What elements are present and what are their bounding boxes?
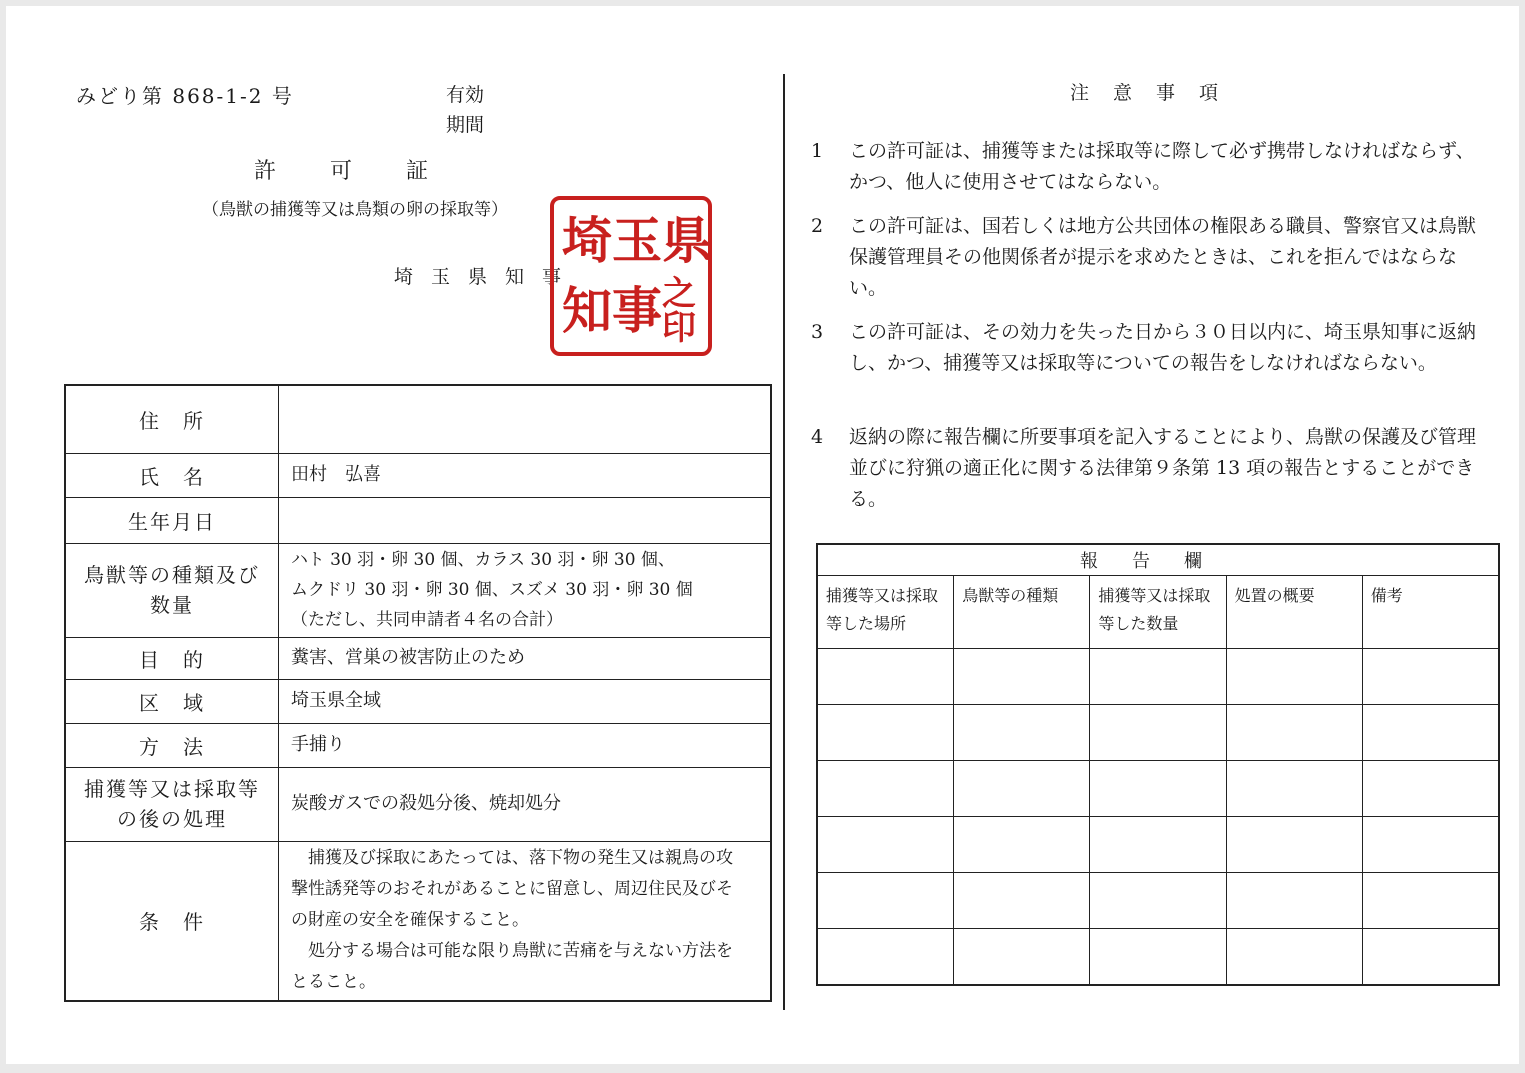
notes-title: 注意事項 [1070,82,1243,104]
report-cell[interactable] [1362,929,1499,986]
report-cell[interactable] [1090,761,1226,817]
conditions-line-5: とること。 [291,972,376,993]
report-cell[interactable] [1226,929,1362,986]
report-cell[interactable] [817,929,954,986]
seal-char: 事 [612,281,662,340]
note-text: この許可証は、捕獲等または採取等に際して必ず携帯しなければならず、かつ、他人に使用させてはならない。 [849,140,1475,193]
validity-label-1: 有効 [446,84,485,106]
report-col-species: 鳥獣等の種類 [954,576,1090,649]
label-species: 鳥獣等の種類及び数量 [65,543,279,637]
note-item [811,211,1491,304]
permit-number: みどり第 868-1-2 号 [76,84,294,108]
seal-char: 県 [662,211,712,270]
value-disposal: 炭酸ガスでの殺処分後、焼却処分 [279,767,772,841]
conditions-line-3: の財産の安全を確保すること。 [291,910,529,931]
validity-label-2: 期間 [446,114,485,136]
value-name: 田村 弘喜 [279,453,772,497]
report-cell[interactable] [1090,873,1226,929]
conditions-line-2: 撃性誘発等のおそれがあることに留意し、周辺住民及びそ [291,879,733,900]
report-title: 報告欄 [817,544,1499,576]
seal-char: 埼 [562,211,612,270]
report-cell[interactable] [1090,705,1226,761]
label-conditions: 条 件 [65,841,279,1001]
label-disposal: 捕獲等又は採取等の後の処理 [65,767,279,841]
conditions-line-4: 処分する場合は可能な限り鳥獣に苦痛を与えない方法を [291,941,733,962]
value-address [279,385,772,453]
species-line-2: ムクドリ 30 羽・卵 30 個、スズメ 30 羽・卵 30 個 [291,580,693,600]
report-cell[interactable] [1090,649,1226,705]
label-area: 区 域 [65,679,279,723]
permit-subtitle: （鳥獣の捕獲等又は鳥類の卵の採取等） [202,200,508,220]
center-divider [783,74,785,1010]
report-cell[interactable] [1362,705,1499,761]
report-col-location: 捕獲等又は採取等した場所 [817,576,954,649]
official-seal [550,196,712,356]
species-line-1: ハト 30 羽・卵 30 個、カラス 30 羽・卵 30 個、 [291,550,675,570]
label-name: 氏 名 [65,453,279,497]
report-cell[interactable] [1226,761,1362,817]
report-cell[interactable] [1362,761,1499,817]
report-cell[interactable] [1226,705,1362,761]
report-table [816,543,1500,986]
note-item [811,136,1491,198]
permit-title: 許可証 [254,159,483,184]
report-cell[interactable] [1226,649,1362,705]
note-number: 3 [811,321,824,343]
report-cell[interactable] [954,873,1090,929]
report-cell[interactable] [954,649,1090,705]
issuer-name: 埼玉県知事 [394,266,580,288]
report-col-action: 処置の概要 [1226,576,1362,649]
note-item [811,317,1491,379]
label-method: 方 法 [65,723,279,767]
note-number: 4 [811,426,824,448]
report-cell[interactable] [817,817,954,873]
value-method: 手捕り [279,723,772,767]
report-cell[interactable] [1090,817,1226,873]
note-text: この許可証は、その効力を失った日から３０日以内に、埼玉県知事に返納し、かつ、捕獲等又は採取等についての報告をしなければならない。 [849,321,1477,374]
seal-char: 之印 [662,274,696,348]
report-cell[interactable] [1090,929,1226,986]
value-conditions [279,841,772,1001]
value-area: 埼玉県全域 [279,679,772,723]
species-line-3: （ただし、共同申請者４名の合計） [291,610,563,630]
report-cell[interactable] [1226,873,1362,929]
report-cell[interactable] [954,929,1090,986]
permit-sheet [6,6,1519,1064]
report-cell[interactable] [1362,817,1499,873]
note-item [811,422,1491,515]
note-text: 返納の際に報告欄に所要事項を記入することにより、鳥獣の保護及び管理並びに狩猟の適正化に関する法律第９条第 13 項の報告とすることができる。 [849,426,1477,510]
report-cell[interactable] [1362,873,1499,929]
value-species [279,543,772,637]
value-purpose: 糞害、営巣の被害防止のため [279,637,772,679]
report-cell[interactable] [954,705,1090,761]
label-purpose: 目 的 [65,637,279,679]
report-col-remarks: 備考 [1362,576,1499,649]
report-cell[interactable] [1226,817,1362,873]
value-birthdate [279,497,772,543]
label-birthdate: 生年月日 [65,497,279,543]
note-number: 1 [811,140,824,162]
report-cell[interactable] [954,817,1090,873]
report-col-quantity: 捕獲等又は採取等した数量 [1090,576,1226,649]
report-cell[interactable] [817,761,954,817]
conditions-line-1: 捕獲及び採取にあたっては、落下物の発生又は親鳥の攻 [291,848,733,869]
report-cell[interactable] [1362,649,1499,705]
report-cell[interactable] [817,705,954,761]
note-number: 2 [811,215,824,237]
seal-char: 玉 [612,211,662,270]
report-cell[interactable] [954,761,1090,817]
report-cell[interactable] [817,873,954,929]
report-cell[interactable] [817,649,954,705]
permit-details-table [64,384,772,1002]
seal-char: 知 [562,281,612,340]
note-text: この許可証は、国若しくは地方公共団体の権限ある職員、警察官又は鳥獣保護管理員その他関係者が提示を求めたときは、これを拒んではならない。 [849,215,1477,299]
label-address: 住 所 [65,385,279,453]
